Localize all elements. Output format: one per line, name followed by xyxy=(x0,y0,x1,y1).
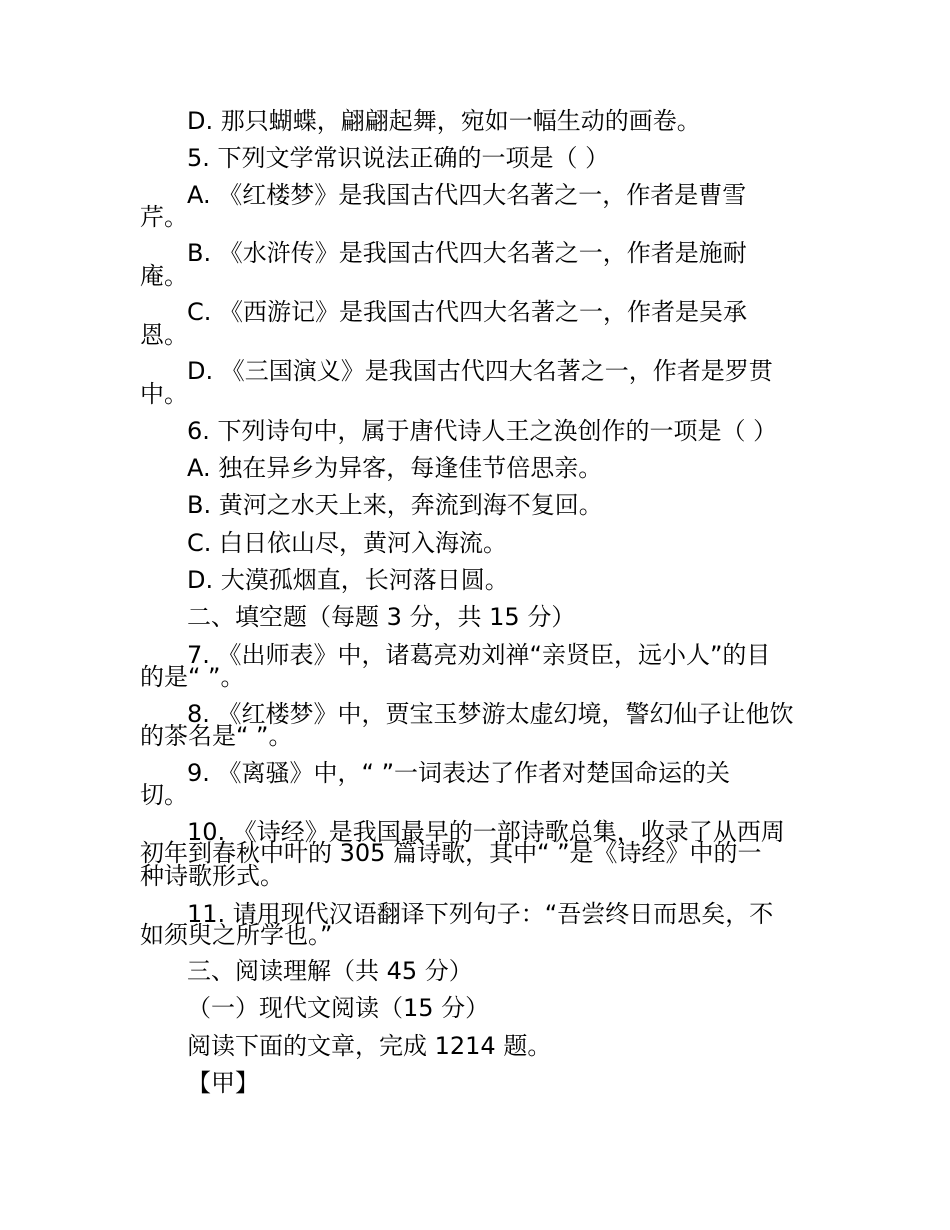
question-4-option-d: D. 那只蝴蝶，翩翩起舞，宛如一幅生动的画卷。 xyxy=(187,107,701,135)
question-10-line-1: 10. 《诗经》是我国最早的一部诗歌总集，收录了从西周 xyxy=(187,818,785,846)
section-2-heading: 二、填空题（每题 3 分，共 15 分） xyxy=(187,603,576,631)
question-10-line-2: 初年到春秋中叶的 305 篇诗歌，其中“ ”是《诗经》中的一 xyxy=(140,839,762,867)
question-9-line-1: 9. 《离骚》中，“ ”一词表达了作者对楚国命运的关 xyxy=(187,759,731,787)
question-6-option-c: C. 白日依山尽，黄河入海流。 xyxy=(187,529,508,557)
question-6-stem: 6. 下列诗句中，属于唐代诗人王之涣创作的一项是（ ） xyxy=(187,417,778,445)
question-9-line-2: 切。 xyxy=(140,781,188,809)
question-6-option-a: A. 独在异乡为异客，每逢佳节倍思亲。 xyxy=(187,454,603,482)
question-6-option-b: B. 黄河之水天上来，奔流到海不复回。 xyxy=(187,491,603,519)
question-5-option-d: D. 《三国演义》是我国古代四大名著之一，作者是罗贯 xyxy=(187,357,773,385)
question-5-option-a: A. 《红楼梦》是我国古代四大名著之一，作者是曹雪 xyxy=(187,181,747,209)
question-8-line-1: 8. 《红楼梦》中，贾宝玉梦游太虚幻境，警幻仙子让他饮 xyxy=(187,700,794,728)
question-8-line-2: 的茶名是“ ”。 xyxy=(140,722,293,750)
section-3-heading: 三、阅读理解（共 45 分） xyxy=(187,957,473,985)
passage-label-jia: 【甲】 xyxy=(187,1069,259,1097)
question-5-option-c-wrap: 恩。 xyxy=(140,321,188,349)
question-5-option-a-wrap: 芹。 xyxy=(140,203,188,231)
question-7-line-2: 的是“ ”。 xyxy=(140,663,245,691)
question-5-option-d-wrap: 中。 xyxy=(140,380,188,408)
question-6-option-d: D. 大漠孤烟直，长河落日圆。 xyxy=(187,566,509,594)
question-5-stem: 5. 下列文学常识说法正确的一项是（ ） xyxy=(187,144,610,172)
question-5-option-c: C. 《西游记》是我国古代四大名著之一，作者是吴承 xyxy=(187,298,748,326)
subsection-1-heading: （一）现代文阅读（15 分） xyxy=(187,994,490,1022)
question-5-option-b: B. 《水浒传》是我国古代四大名著之一，作者是施耐 xyxy=(187,239,747,267)
question-7-line-1: 7. 《出师表》中，诸葛亮劝刘禅“亲贤臣，远小人”的目 xyxy=(187,641,771,669)
question-10-line-3: 种诗歌形式。 xyxy=(140,862,284,890)
question-11-line-2: 如须臾之所学也。” xyxy=(140,921,333,949)
reading-instruction: 阅读下面的文章，完成 1214 题。 xyxy=(187,1032,552,1060)
question-11-line-1: 11. 请用现代汉语翻译下列句子：“吾尝终日而思矣，不 xyxy=(187,900,774,928)
question-5-option-b-wrap: 庵。 xyxy=(140,262,188,290)
